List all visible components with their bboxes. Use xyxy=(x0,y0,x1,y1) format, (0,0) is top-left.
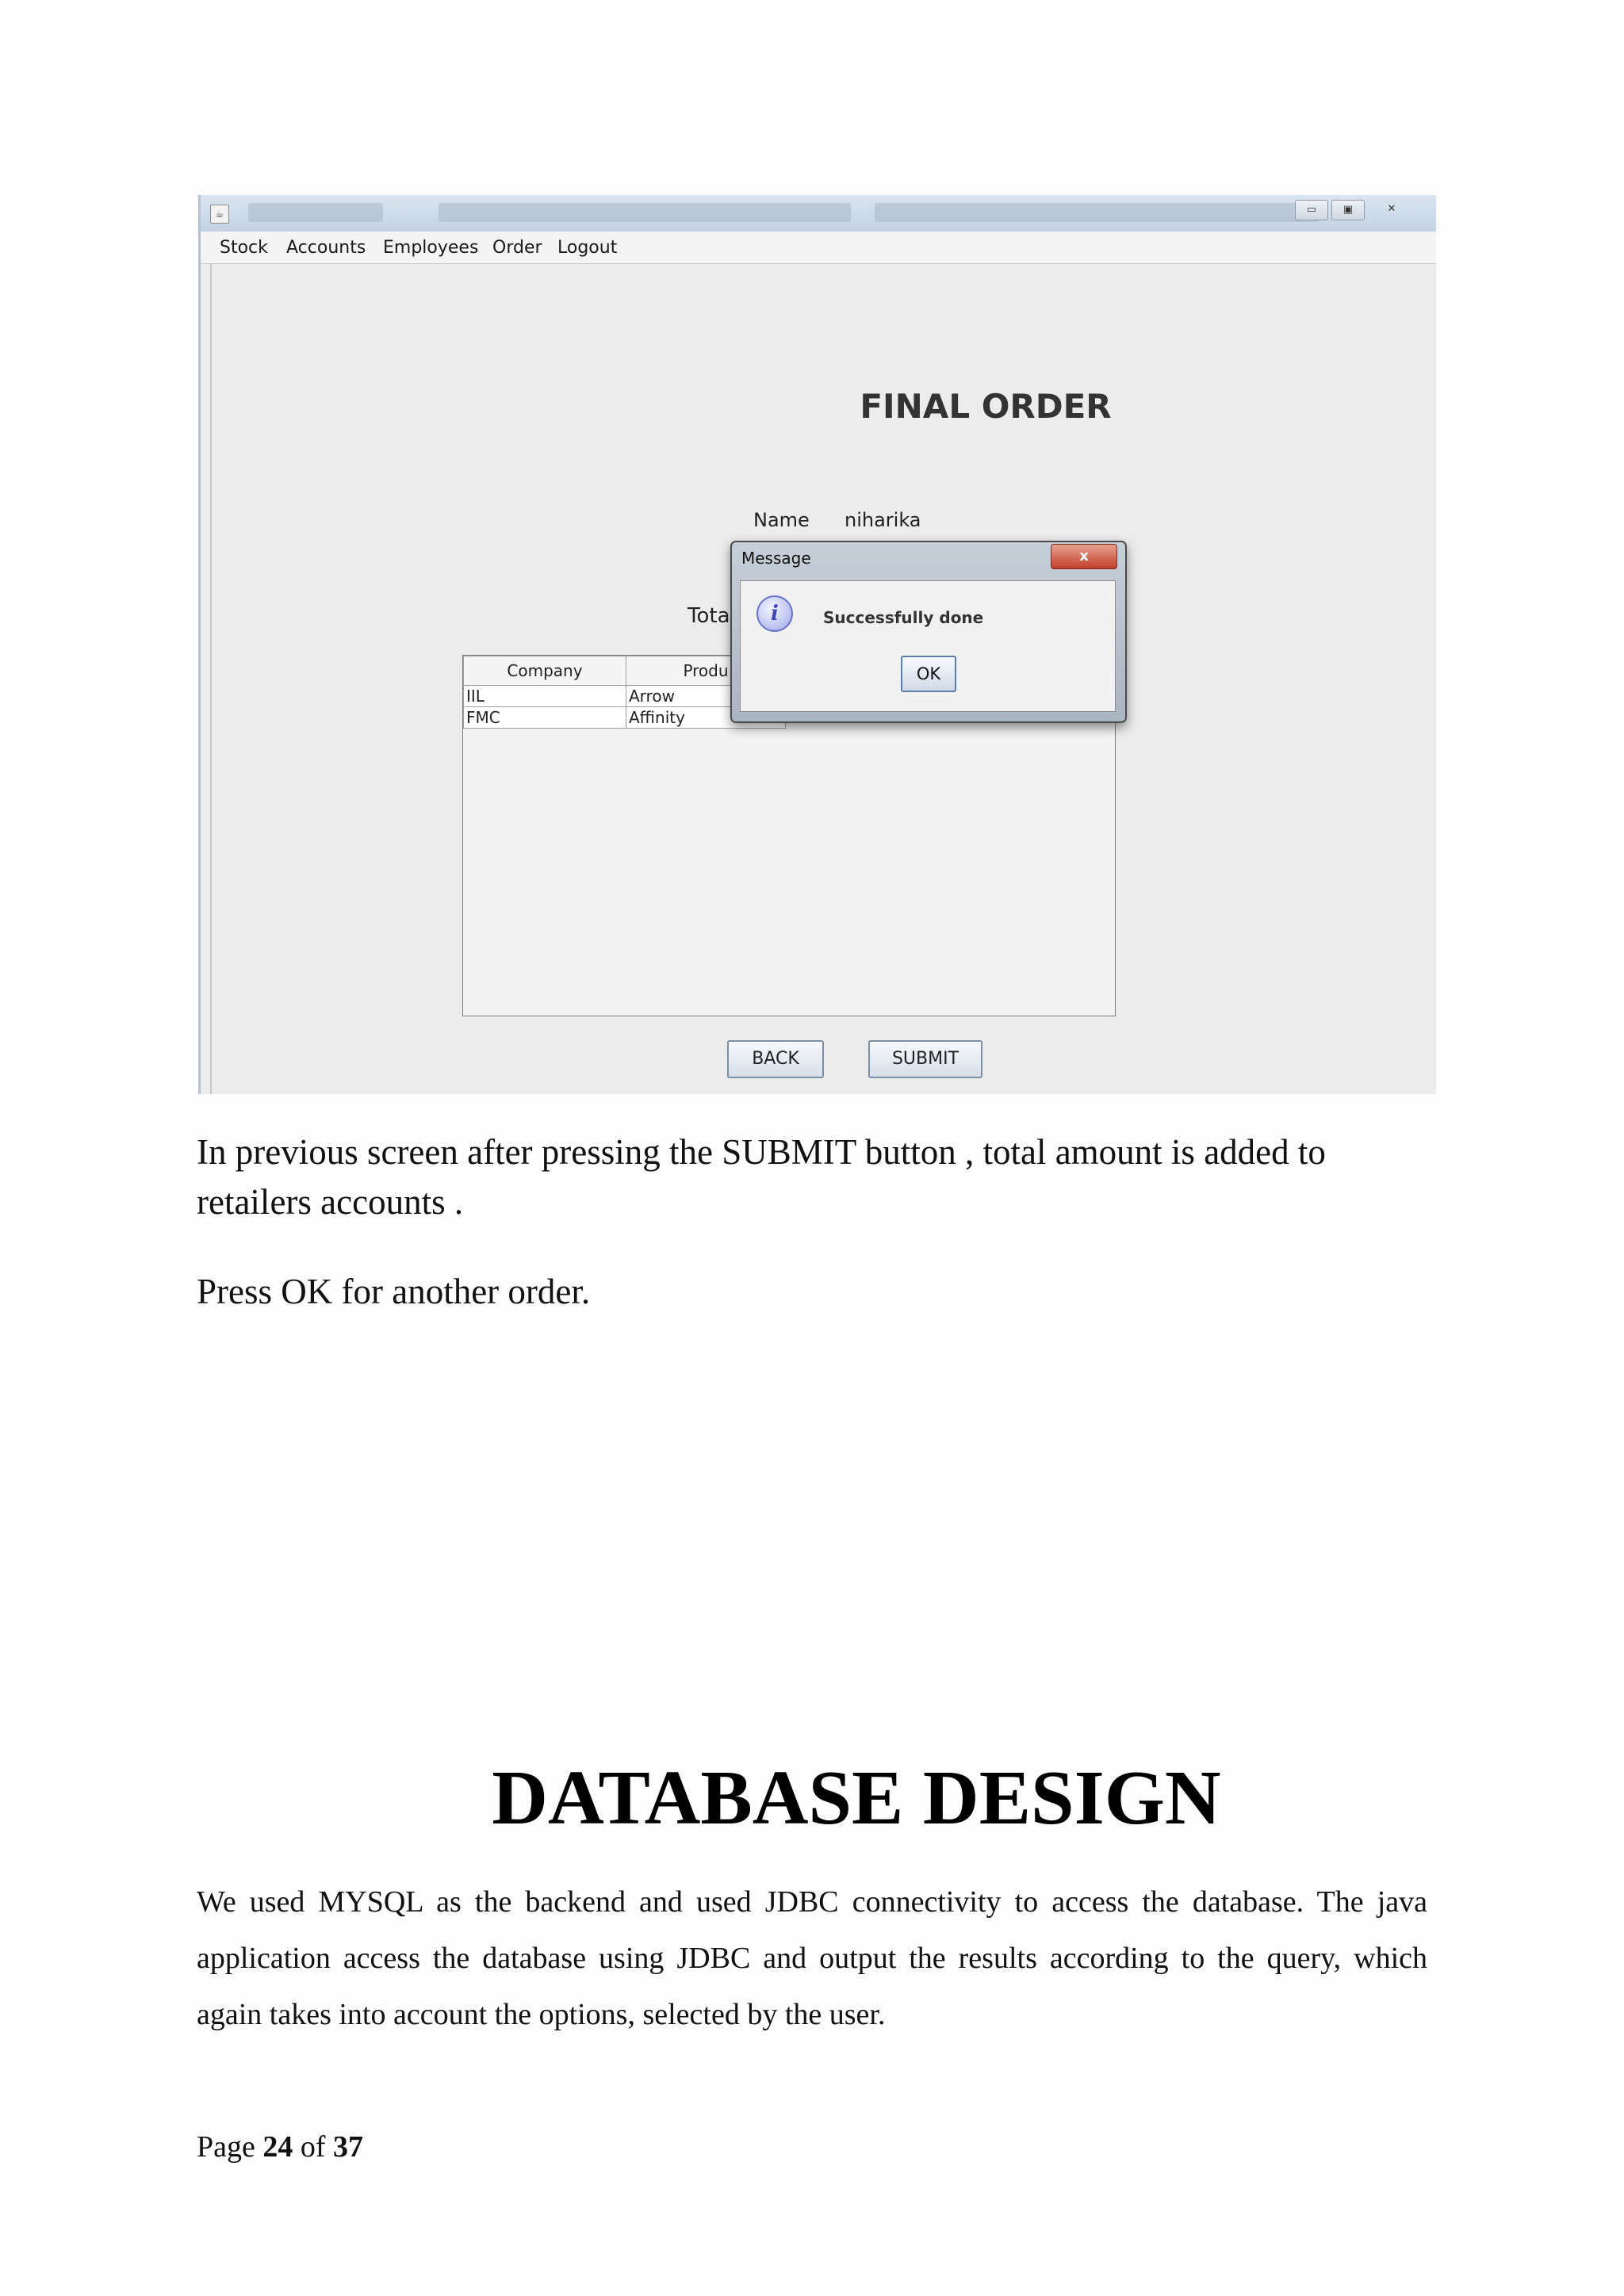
name-label: Name xyxy=(753,509,810,531)
footer-total-pages: 37 xyxy=(333,2130,364,2164)
dialog-close-icon[interactable]: x xyxy=(1051,544,1117,569)
submit-button[interactable]: SUBMIT xyxy=(868,1040,982,1078)
column-header-product[interactable]: Produ xyxy=(626,656,786,686)
menu-bar xyxy=(201,232,1436,264)
dialog-body xyxy=(740,580,1116,712)
section-heading: DATABASE DESIGN xyxy=(492,1755,1221,1841)
column-header-company[interactable]: Company xyxy=(464,656,626,686)
window-titlebar xyxy=(201,195,1436,232)
dialog-title: Message xyxy=(741,549,811,568)
blurred-toolbar xyxy=(439,203,851,222)
page-footer xyxy=(197,2130,363,2164)
table-cell: Arrow xyxy=(626,686,786,707)
message-dialog xyxy=(730,541,1127,723)
name-value: niharika xyxy=(845,509,921,531)
paragraph-ok: Press OK for another order. xyxy=(197,1272,591,1311)
table-cell: IIL xyxy=(464,686,626,707)
table-cell: Affinity xyxy=(626,707,786,729)
footer-of-label: of xyxy=(300,2130,326,2164)
minimize-icon[interactable]: ▭ xyxy=(1295,200,1328,220)
table-cell: FMC xyxy=(464,707,626,729)
paragraph-submit: In previous screen after pressing the SUBMIT button , total amount is added to retailers accounts . xyxy=(197,1132,1326,1222)
app-screenshot xyxy=(198,195,1436,1094)
menu-accounts[interactable]: Accounts xyxy=(286,238,366,258)
total-label: Tota xyxy=(688,604,730,628)
menu-order[interactable]: Order xyxy=(492,238,542,258)
blurred-ribbon xyxy=(875,203,1319,222)
menu-employees[interactable]: Employees xyxy=(383,238,479,258)
info-icon: i xyxy=(756,595,793,632)
back-button[interactable]: BACK xyxy=(727,1040,824,1078)
dialog-message: Successfully done xyxy=(823,608,984,627)
body-paragraph: We used MYSQL as the backend and used JDBC connectivity to access the database. The java application access the database using JDBC and output the results according to the query, which again takes into account the options, selected by the user. xyxy=(197,1885,1427,2031)
menu-logout[interactable]: Logout xyxy=(557,238,618,258)
ok-button[interactable]: OK xyxy=(901,656,956,692)
blurred-title xyxy=(248,203,383,222)
footer-page-label: Page xyxy=(197,2130,255,2164)
maximize-icon[interactable]: ▣ xyxy=(1331,200,1365,220)
menu-stock[interactable]: Stock xyxy=(220,238,268,258)
frame-border xyxy=(210,263,212,1094)
final-order-title: FINAL ORDER xyxy=(860,387,1112,426)
close-icon[interactable]: ✕ xyxy=(1387,203,1396,215)
java-app-icon: ☕ xyxy=(210,205,229,224)
footer-current-page: 24 xyxy=(262,2130,293,2164)
